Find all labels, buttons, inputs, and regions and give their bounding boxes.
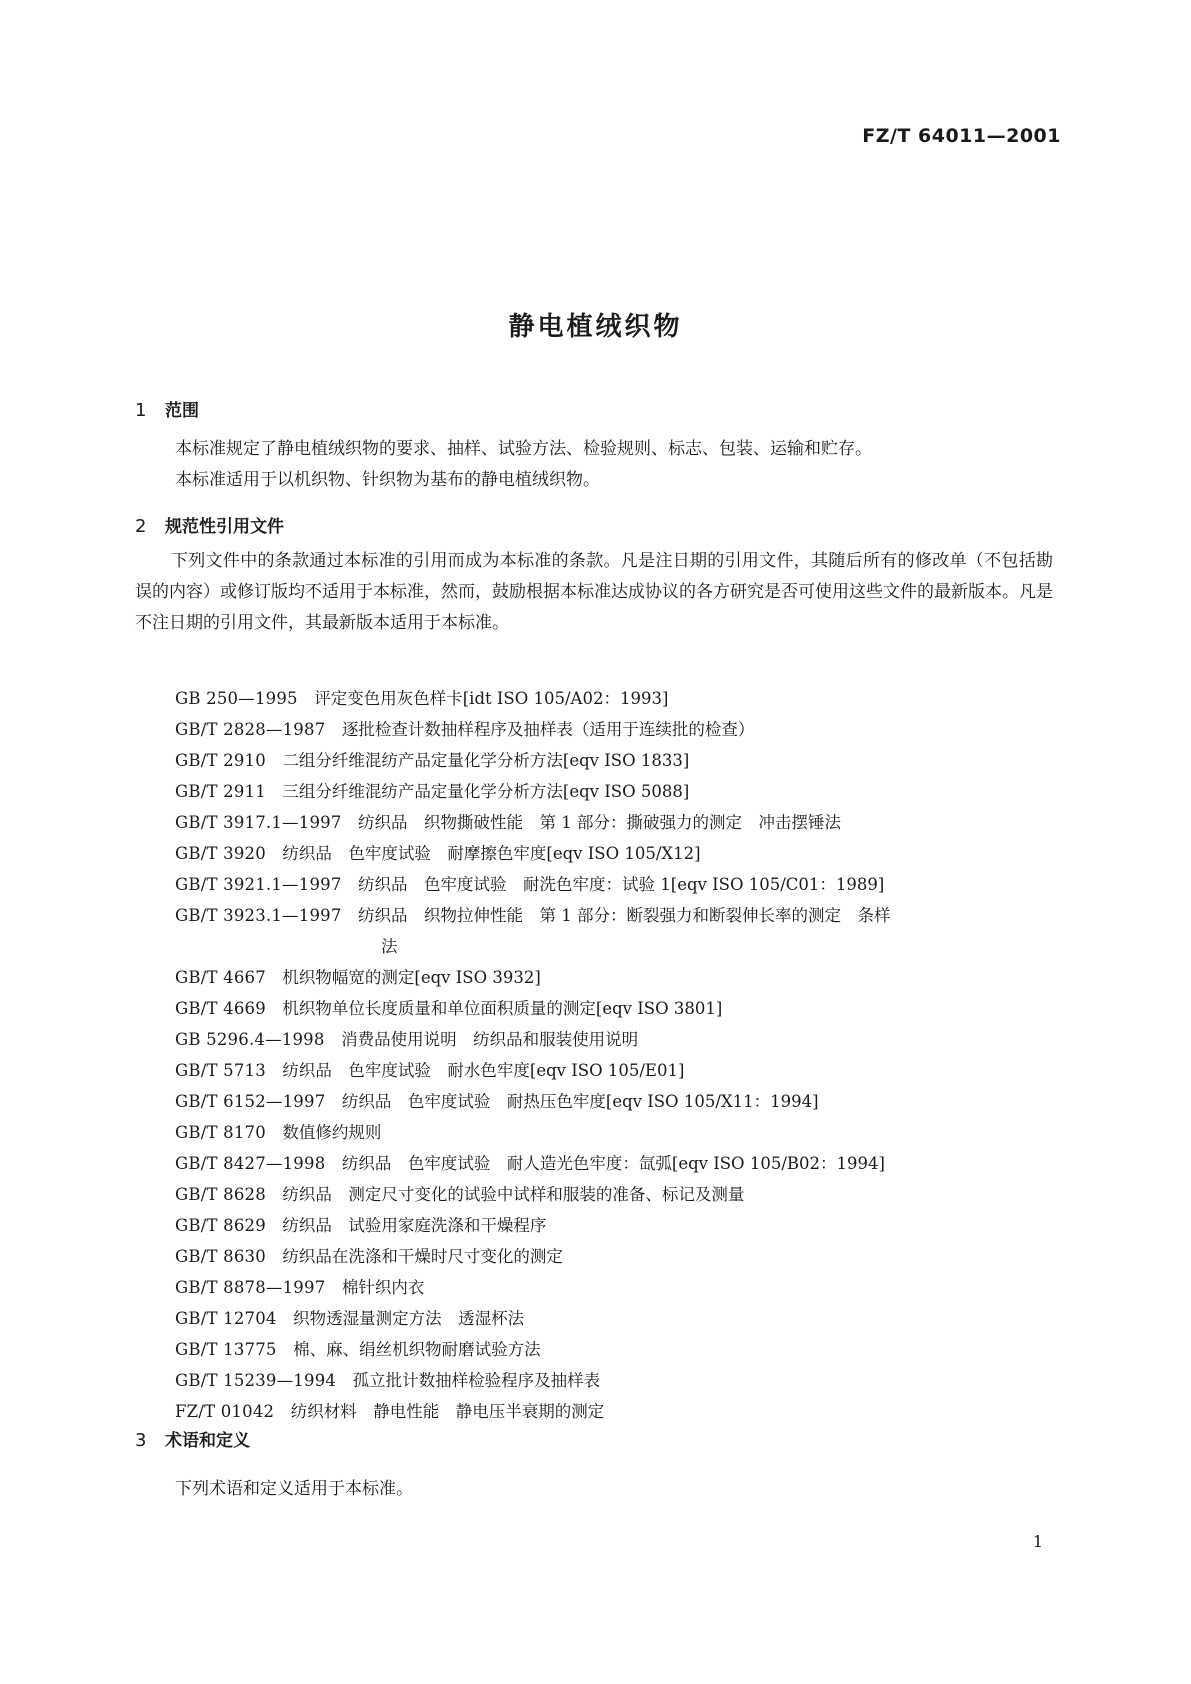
reference-title: 逐批检查计数抽样程序及抽样表（适用于连续批的检查） [341, 720, 755, 739]
reference-item [175, 1334, 1055, 1365]
scope-paragraph-2: 本标准适用于以机织物、针织物为基布的静电植绒织物。 [175, 470, 600, 490]
reference-title: 纺织品 测定尺寸变化的试验中试样和服装的准备、标记及测量 [282, 1185, 745, 1204]
reference-title: 纺织品 色牢度试验 耐水色牢度[eqv ISO 105/E01] [282, 1061, 685, 1080]
scope-paragraph-1: 本标准规定了静电植绒织物的要求、抽样、试验方法、检验规则、标志、包装、运输和贮存。 [175, 439, 872, 459]
reference-code: FZ/T 01042 [175, 1402, 275, 1421]
reference-title: 纺织品 色牢度试验 耐热压色牢度[eqv ISO 105/X11：1994] [341, 1092, 819, 1111]
reference-title-continuation: 法 [381, 937, 398, 956]
reference-code: GB/T 15239—1994 [175, 1371, 337, 1390]
section-2-heading [135, 512, 284, 537]
page-number: 1 [1032, 1532, 1043, 1551]
reference-item [175, 1148, 1055, 1179]
section-title: 范围 [165, 401, 199, 421]
section-number: 2 [135, 516, 147, 537]
reference-title: 棉针织内衣 [341, 1278, 425, 1297]
reference-item [175, 807, 1055, 838]
reference-code: GB 5296.4—1998 [175, 1030, 325, 1049]
reference-code: GB/T 5713 [175, 1061, 266, 1080]
reference-code: GB/T 2911 [175, 782, 266, 801]
section-3-heading [135, 1426, 250, 1451]
reference-code: GB/T 4669 [175, 999, 266, 1018]
reference-item [175, 1024, 1055, 1055]
reference-item [175, 714, 1055, 745]
reference-title: 机织物幅宽的测定[eqv ISO 3932] [282, 968, 541, 987]
reference-item [175, 1117, 1055, 1148]
reference-title: 棉、麻、绢丝机织物耐磨试验方法 [293, 1340, 541, 1359]
reference-code: GB/T 2910 [175, 751, 266, 770]
reference-code: GB/T 12704 [175, 1309, 277, 1328]
reference-title: 纺织品 试验用家庭洗涤和干燥程序 [282, 1216, 547, 1235]
reference-item [175, 838, 1055, 869]
reference-code: GB/T 8170 [175, 1123, 266, 1142]
reference-title: 二组分纤维混纺产品定量化学分析方法[eqv ISO 1833] [282, 751, 690, 770]
reference-item [175, 1396, 1055, 1427]
reference-code: GB/T 4667 [175, 968, 266, 987]
reference-code: GB/T 2828—1987 [175, 720, 326, 739]
reference-code: GB/T 3921.1—1997 [175, 875, 342, 894]
reference-code: GB/T 8630 [175, 1247, 266, 1266]
reference-item [175, 962, 1055, 993]
reference-code: GB/T 3917.1—1997 [175, 813, 342, 832]
reference-title: 消费品使用说明 纺织品和服装使用说明 [341, 1030, 639, 1049]
reference-code: GB/T 8427—1998 [175, 1154, 326, 1173]
reference-title: 纺织品 织物拉伸性能 第 1 部分：断裂强力和断裂伸长率的测定 条样 [358, 906, 891, 925]
reference-code: GB/T 3923.1—1997 [175, 906, 342, 925]
section-number: 1 [135, 400, 147, 421]
reference-item [175, 869, 1055, 900]
reference-title: 数值修约规则 [282, 1123, 382, 1142]
reference-item [175, 1179, 1055, 1210]
reference-title: 纺织品在洗涤和干燥时尺寸变化的测定 [282, 1247, 563, 1266]
reference-title: 织物透湿量测定方法 透湿杯法 [293, 1309, 525, 1328]
reference-item [175, 1055, 1055, 1086]
reference-code: GB/T 8628 [175, 1185, 266, 1204]
reference-item [175, 745, 1055, 776]
section-title: 术语和定义 [165, 1431, 250, 1451]
reference-code: GB/T 8878—1997 [175, 1278, 326, 1297]
reference-item [175, 683, 1055, 714]
reference-item [175, 1272, 1055, 1303]
reference-title: 三组分纤维混纺产品定量化学分析方法[eqv ISO 5088] [282, 782, 690, 801]
reference-code: GB/T 8629 [175, 1216, 266, 1235]
reference-item [175, 1210, 1055, 1241]
reference-title: 评定变色用灰色样卡[idt ISO 105/A02：1993] [314, 689, 669, 708]
terms-paragraph: 下列术语和定义适用于本标准。 [175, 1479, 413, 1499]
section-title: 规范性引用文件 [165, 517, 284, 537]
reference-title: 纺织品 色牢度试验 耐摩擦色牢度[eqv ISO 105/X12] [282, 844, 701, 863]
reference-item [175, 1365, 1055, 1396]
reference-title: 孤立批计数抽样检验程序及抽样表 [352, 1371, 601, 1390]
standard-number: FZ/T 64011—2001 [862, 125, 1061, 147]
reference-title: 纺织品 色牢度试验 耐洗色牢度：试验 1[eqv ISO 105/C01：1989] [358, 875, 885, 894]
reference-code: GB 250—1995 [175, 689, 298, 708]
section-number: 3 [135, 1430, 147, 1451]
normative-references-intro: 下列文件中的条款通过本标准的引用而成为本标准的条款。凡是注日期的引用文件，其随后所有的修改单（不包括勘误的内容）或修订版均不适用于本标准，然而，鼓励根据本标准达成协议的各方研究是否可使用这些文件的最新版本。凡是不注日期的引用文件，其最新版本适用于本标准。 [135, 551, 1053, 633]
document-title: 静电植绒织物 [508, 312, 683, 342]
reference-code: GB/T 13775 [175, 1340, 277, 1359]
reference-title: 纺织品 色牢度试验 耐人造光色牢度：氙弧[eqv ISO 105/B02：1994] [341, 1154, 885, 1173]
section-1-heading [135, 396, 199, 421]
reference-code: GB/T 3920 [175, 844, 266, 863]
reference-item [175, 1086, 1055, 1117]
reference-title: 纺织材料 静电性能 静电压半衰期的测定 [290, 1402, 605, 1421]
reference-item [175, 993, 1055, 1024]
reference-item [175, 900, 1055, 962]
reference-title: 机织物单位长度质量和单位面积质量的测定[eqv ISO 3801] [282, 999, 723, 1018]
reference-item [175, 776, 1055, 807]
reference-list [175, 683, 1055, 1427]
reference-code: GB/T 6152—1997 [175, 1092, 326, 1111]
reference-item [175, 1241, 1055, 1272]
reference-item [175, 1303, 1055, 1334]
reference-title: 纺织品 织物撕破性能 第 1 部分：撕破强力的测定 冲击摆锤法 [358, 813, 842, 832]
